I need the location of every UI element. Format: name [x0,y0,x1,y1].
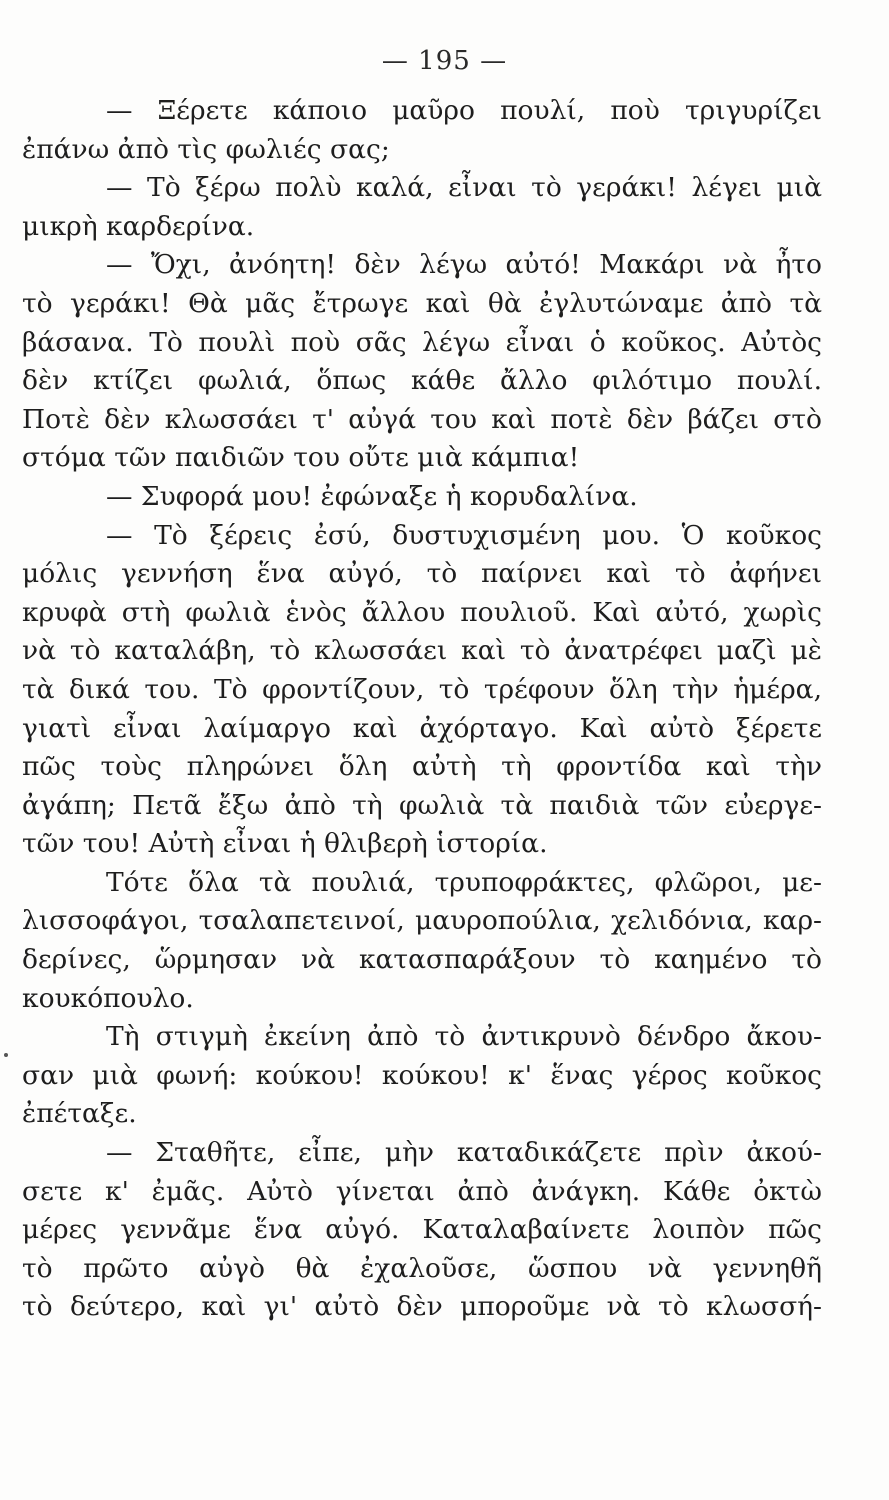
text-line: δερίνες, ὥρμησαν νὰ κατασπαράξουν τὸ καημένο τὸ [22,944,822,976]
page-number: — 195 — [381,46,508,76]
text-line: τῶν του! Αὐτὴ εἶναι ἡ θλιβερὴ ἱστορία. [22,828,548,860]
text-line: — Συφορά μου! ἐφώναξε ἡ κορυδαλίνα. [106,480,638,512]
text-line: ἐπάνω ἀπὸ τὶς φωλιές σας; [22,133,390,165]
text-line: γιατὶ εἶναι λαίμαργο καὶ ἀχόρταγο. Καὶ αὐτὸ ξέρετε [22,712,822,744]
page-text-body [22,92,822,1327]
text-line: τὸ δεύτερο, καὶ γι' αὐτὸ δὲν μποροῦμε νὰ τὸ κλωσσή- [22,1291,822,1323]
text-line: — Σταθῆτε, εἶπε, μὴν καταδικάζετε πρὶν ἀκού- [106,1137,822,1169]
text-line: Τὴ στιγμὴ ἐκείνη ἀπὸ τὸ ἀντικρυνὸ δένδρο ἄκου- [106,1021,822,1053]
text-line: — Τὸ ξέρεις ἐσύ, δυστυχισμένη μου. Ὁ κοῦκος [106,519,822,551]
text-line: — Τὸ ξέρω πολὺ καλά, εἶναι τὸ γεράκι! λέγει μιὰ [106,172,822,204]
text-line: κρυφὰ στὴ φωλιὰ ἑνὸς ἄλλου πουλιοῦ. Καὶ αὐτό, χωρὶς [22,596,822,628]
text-line: Ποτὲ δὲν κλωσσάει τ' αὐγά του καὶ ποτὲ δὲν βάζει στὸ [22,403,822,435]
text-line: ἀγάπη; Πετᾶ ἔξω ἀπὸ τὴ φωλιὰ τὰ παιδιὰ τῶν εὐεργε- [22,789,822,821]
text-line: λισσοφάγοι, τσαλαπετεινοί, μαυροπούλια, χελιδόνια, καρ- [22,905,822,937]
text-line: Τότε ὅλα τὰ πουλιά, τρυποφράκτες, φλῶροι, με- [106,866,822,898]
text-line: — Ξέρετε κάποιο μαῦρο πουλί, ποὺ τριγυρίζει [106,95,822,126]
text-line: τὸ γεράκι! Θὰ μᾶς ἔτρωγε καὶ θὰ ἐγλυτώναμε ἀπὸ τὰ [22,287,822,319]
text-line: τὰ δικά του. Τὸ φροντίζουν, τὸ τρέφουν ὅλη τὴν ἡμέρα, [22,673,822,705]
text-line: κουκόπουλο. [22,982,194,1014]
ink-speck [4,1053,8,1057]
text-line: σαν μιὰ φωνή: κούκου! κούκου! κ' ἕνας γέρος κοῦκος [22,1059,822,1091]
text-line: μικρὴ καρδερίνα. [22,210,255,242]
text-line: — Ὄχι, ἀνόητη! δὲν λέγω αὐτό! Μακάρι νὰ ἦτο [106,249,822,281]
text-line: νὰ τὸ καταλάβη, τὸ κλωσσάει καὶ τὸ ἀνατρέφει μαζὶ μὲ [22,635,822,667]
text-line: στόμα τῶν παιδιῶν του οὔτε μιὰ κάμπια! [22,442,580,474]
text-line: σετε κ' ἐμᾶς. Αὐτὸ γίνεται ἀπὸ ἀνάγκη. Κάθε ὀκτὼ [22,1175,822,1207]
text-line: ἐπέταξε. [22,1098,137,1130]
text-line: μέρες γεννᾶμε ἕνα αὐγό. Καταλαβαίνετε λοιπὸν πῶς [22,1214,822,1246]
text-line: δὲν κτίζει φωλιά, ὅπως κάθε ἄλλο φιλότιμο πουλί. [22,365,822,397]
text-line: τὸ πρῶτο αὐγὸ θὰ ἐχαλοῦσε, ὥσπου νὰ γεννηθῆ [22,1252,822,1284]
text-line: μόλις γεννήση ἕνα αὐγό, τὸ παίρνει καὶ τὸ ἀφήνει [22,558,822,590]
text-line: βάσανα. Τὸ πουλὶ ποὺ σᾶς λέγω εἶναι ὁ κοῦκος. Αὐτὸς [22,326,822,358]
text-line: πῶς τοὺς πληρώνει ὅλη αὐτὴ τὴ φροντίδα καὶ τὴν [22,751,822,783]
